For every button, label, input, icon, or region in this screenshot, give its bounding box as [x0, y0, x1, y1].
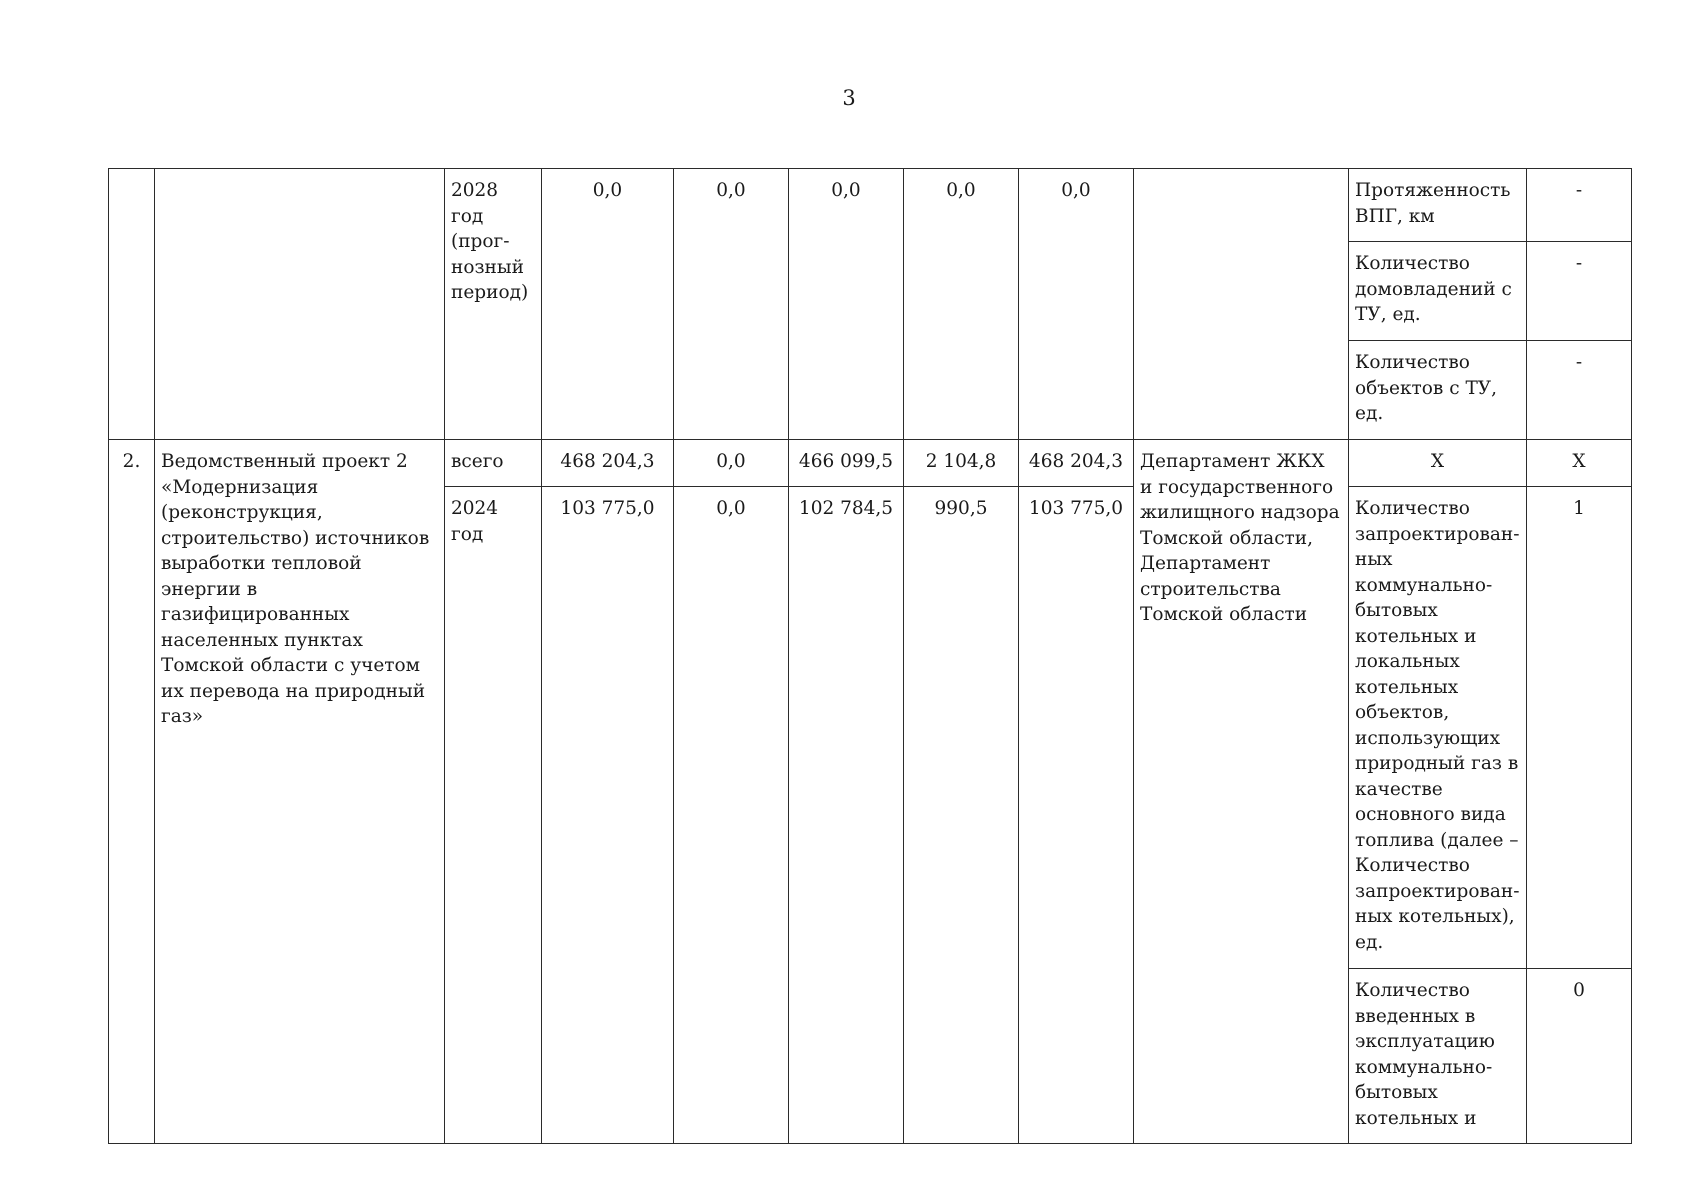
indicator-name: Х [1349, 440, 1527, 487]
value-cell: 102 784,5 [789, 487, 904, 1144]
value-cell: 0,0 [674, 440, 789, 487]
table-row [109, 169, 1632, 242]
row-a-project-cell [155, 169, 445, 440]
table-row [109, 440, 1632, 487]
value-cell: 468 204,3 [542, 440, 674, 487]
value-cell: 0,0 [789, 169, 904, 440]
indicator-name: Протяженность ВПГ, км [1349, 169, 1527, 242]
value-cell: 0,0 [904, 169, 1019, 440]
value-cell: 103 775,0 [542, 487, 674, 1144]
row-a-executor-cell [1134, 169, 1349, 440]
indicator-value: 0 [1527, 969, 1632, 1144]
executor-cell: Департамент ЖКХ и государственного жилищного надзора Томской области, Департамент строительства Томской области [1134, 440, 1349, 1144]
indicator-name: Количество введенных в эксплуатацию коммунально-бытовых котельных и [1349, 969, 1527, 1144]
indicator-value: 1 [1527, 487, 1632, 969]
indicator-value: - [1527, 242, 1632, 341]
value-cell: 0,0 [674, 487, 789, 1144]
indicator-name: Количество запроектирован-ных коммунально-бытовых котельных и локальных котельных объектов, использующих природный газ в качестве основного вида топлива (далее – Количество запроектирован-ных котельных), ед. [1349, 487, 1527, 969]
value-cell: 0,0 [674, 169, 789, 440]
program-table [108, 168, 1632, 1144]
period-cell: 2024 год [445, 487, 542, 1144]
indicator-value: Х [1527, 440, 1632, 487]
value-cell: 0,0 [542, 169, 674, 440]
row-a-number-cell [109, 169, 155, 440]
period-cell: всего [445, 440, 542, 487]
indicator-name: Количество объектов с ТУ, ед. [1349, 341, 1527, 440]
page-number: 3 [842, 86, 856, 110]
value-cell: 990,5 [904, 487, 1019, 1144]
indicator-value: - [1527, 341, 1632, 440]
project-name: Ведомственный проект 2 «Модернизация (реконструкция, строительство) источников выработки тепловой энергии в газифицированных населенных пунктах Томской области с учетом их перевода на природный газ» [155, 440, 445, 1144]
value-cell: 466 099,5 [789, 440, 904, 487]
row-number: 2. [109, 440, 155, 1144]
indicator-value: - [1527, 169, 1632, 242]
value-cell: 0,0 [1019, 169, 1134, 440]
value-cell: 2 104,8 [904, 440, 1019, 487]
indicator-name: Количество домовладений с ТУ, ед. [1349, 242, 1527, 341]
value-cell: 468 204,3 [1019, 440, 1134, 487]
period-cell: 2028 год (прог-нозный период) [445, 169, 542, 440]
value-cell: 103 775,0 [1019, 487, 1134, 1144]
